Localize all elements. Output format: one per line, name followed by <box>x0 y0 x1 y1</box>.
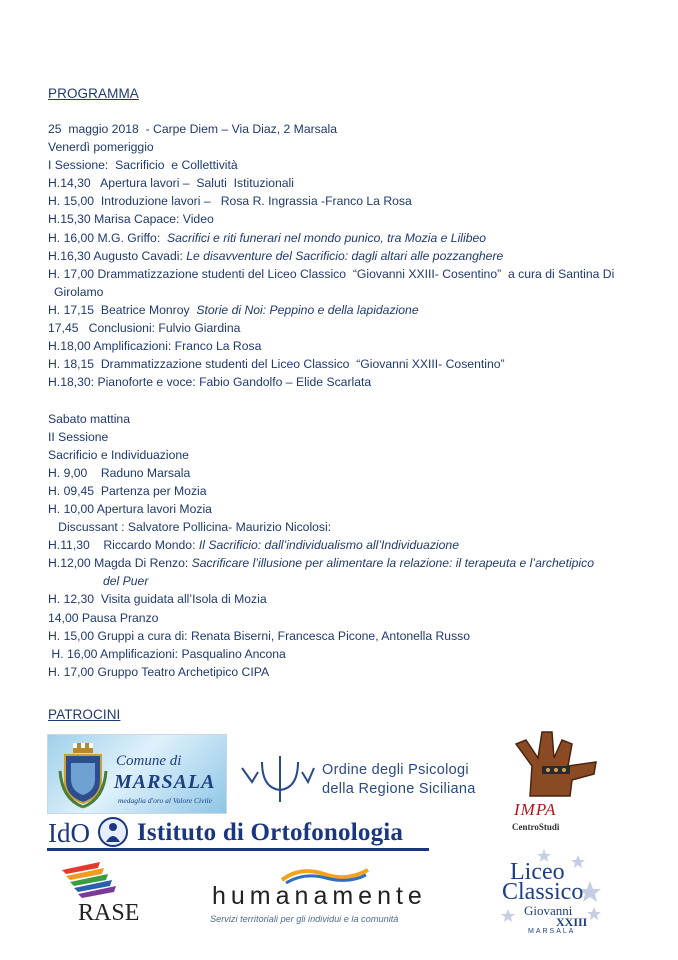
program-line-text: H.16,30 Augusto Cavadi: <box>48 248 187 263</box>
program-line <box>48 355 658 373</box>
rase-stripes-icon <box>60 860 140 904</box>
program-line-text: H. 17,00 Drammatizzazione studenti del Liceo Classico “Giovanni XXIII- Cosentino” a cura di Santina Di <box>48 266 615 281</box>
patrocini-heading: PATROCINI <box>48 707 121 722</box>
program-line-text: 25 maggio 2018 - Carpe Diem – Via Diaz, 2 Marsala <box>48 122 338 136</box>
ido-underline <box>47 848 429 851</box>
liceo-line5: MARSALA <box>528 928 576 935</box>
program-line <box>48 536 658 554</box>
liceo-line2: Classico <box>502 879 584 905</box>
humanamente-logo <box>208 866 458 926</box>
program-line-text: H.18,00 Amplificazioni: Franco La Rosa <box>48 339 262 354</box>
comune-marsala-logo <box>47 734 227 814</box>
program-line-text: Sacrificio e Individuazione <box>48 447 189 462</box>
program-line <box>48 138 658 156</box>
program-line-text: Venerdì pomeriggio <box>48 140 154 155</box>
programma-heading: PROGRAMMA <box>48 86 139 101</box>
program-line-text: H. 16,00 M.G. Griffo: <box>48 230 167 245</box>
program-line <box>48 247 658 265</box>
program-line-title: Sacrificare l’illusione per alimentare la relazione: il terapeuta e l’archetipico <box>191 556 595 571</box>
program-line <box>48 609 658 627</box>
program-list <box>48 120 658 681</box>
program-spacer <box>48 391 658 409</box>
program-line-text: H. 15,00 Gruppi a cura di: Renata Biserni, Francesca Picone, Antonella Russo <box>48 628 471 643</box>
program-line <box>48 120 658 138</box>
program-line <box>48 373 658 391</box>
program-line <box>48 482 658 500</box>
program-line <box>48 446 658 464</box>
program-line <box>48 500 658 518</box>
impa-name: IMPA <box>514 800 557 819</box>
program-line-text: 14,00 Pausa Pranzo <box>48 610 159 625</box>
program-line-title: del Puer <box>103 574 149 589</box>
program-line-text: H. 18,15 Drammatizzazione studenti del Liceo Classico “Giovanni XXIII- Cosentino” <box>48 357 505 372</box>
ido-abbr: IdO <box>48 818 90 848</box>
program-line-text: H. 16,00 Amplificazioni: Pasqualino Ancona <box>48 646 286 661</box>
ido-figure-icon <box>97 816 129 848</box>
liceo-line1: Liceo <box>510 859 565 885</box>
program-line <box>48 301 658 319</box>
program-line <box>48 265 658 283</box>
program-line <box>48 645 658 663</box>
impa-logo <box>498 730 608 838</box>
psi-icon <box>238 752 318 804</box>
program-line-text: Girolamo <box>54 284 104 299</box>
program-line <box>48 319 658 337</box>
program-line <box>48 590 658 608</box>
program-line-text: H.15,30 Marisa Capace: Video <box>48 212 214 227</box>
program-line-text: H.14,30 Apertura lavori – Saluti Istituzionali <box>48 176 294 191</box>
program-line <box>48 518 658 536</box>
program-line <box>48 210 658 228</box>
program-line <box>48 627 658 645</box>
impa-sub: CentroStudi <box>512 822 560 832</box>
humanamente-sub: Servizi territoriali per gli individui e la comunità <box>210 914 399 924</box>
program-line <box>48 572 658 590</box>
program-line <box>48 464 658 482</box>
ido-name: Istituto di Ortofonologia <box>137 819 404 846</box>
ido-logo <box>45 816 430 850</box>
humanamente-name: humanamente <box>212 882 427 910</box>
program-line <box>48 554 658 572</box>
liceo-line3: Giovanni <box>524 903 573 918</box>
program-line-title: Le disavventure del Sacrificio: dagli altari alle pozzanghere <box>186 248 504 263</box>
program-line-text: H.11,30 Riccardo Mondo: <box>48 538 199 553</box>
liceo-line4: XXIII <box>556 915 588 929</box>
program-line <box>48 410 658 428</box>
liceo-classico-logo <box>494 845 610 941</box>
marsala-line2: MARSALA <box>114 771 216 793</box>
psicologi-line2: della Regione Siciliana <box>322 781 476 797</box>
program-line-text: H.18,30: Pianoforte e voce: Fabio Gandolfo – Elide Scarlata <box>48 375 372 390</box>
program-line-title: Il Sacrificio: dall’individualismo all’Individuazione <box>198 538 459 553</box>
psicologi-line1: Ordine degli Psicologi <box>322 762 469 778</box>
program-line-text: Sabato mattina <box>48 411 130 426</box>
program-line-text: H. 17,00 Gruppo Teatro Archetipico CIPA <box>48 664 270 679</box>
rase-logo <box>60 860 165 932</box>
program-line <box>48 283 658 301</box>
program-line-text: H. 17,15 Beatrice Monroy <box>48 302 197 317</box>
program-line-text: H. 12,30 Visita guidata all’Isola di Mozia <box>48 592 267 607</box>
hand-icon <box>502 730 602 800</box>
program-line <box>48 663 658 681</box>
program-line <box>48 428 658 446</box>
program-line-text: Discussant : Salvatore Pollicina- Maurizio Nicolosi: <box>48 520 332 535</box>
program-line-title: Sacrifici e riti funerari nel mondo punico, tra Mozia e Lilibeo <box>166 230 487 245</box>
program-line-text: 17,45 Conclusioni: Fulvio Giardina <box>48 321 241 336</box>
program-line-text: H. 10,00 Apertura lavori Mozia <box>48 501 212 516</box>
program-line <box>48 174 658 192</box>
program-line <box>48 156 658 174</box>
marsala-crest-icon <box>56 741 110 809</box>
program-line-text: H. 9,00 Raduno Marsala <box>48 465 191 480</box>
program-line-text: H.12,00 Magda Di Renzo: <box>48 556 192 571</box>
ordine-psicologi-logo <box>238 752 498 804</box>
program-line <box>48 192 658 210</box>
program-line-text: H. 09,45 Partenza per Mozia <box>48 483 207 498</box>
marsala-line1: Comune di <box>116 753 182 769</box>
rase-name: RASE <box>78 900 140 926</box>
program-line-title: Storie di Noi: Peppino e della lapidazione <box>196 302 419 317</box>
program-line <box>48 337 658 355</box>
program-line-text: II Sessione <box>48 429 109 444</box>
marsala-line3: medaglia d'oro al Valore Civile <box>118 796 212 805</box>
program-line <box>48 229 658 247</box>
program-line-text: I Sessione: Sacrificio e Collettività <box>48 158 238 173</box>
program-line-text: H. 15,00 Introduzione lavori – Rosa R. Ingrassia -Franco La Rosa <box>48 194 412 209</box>
